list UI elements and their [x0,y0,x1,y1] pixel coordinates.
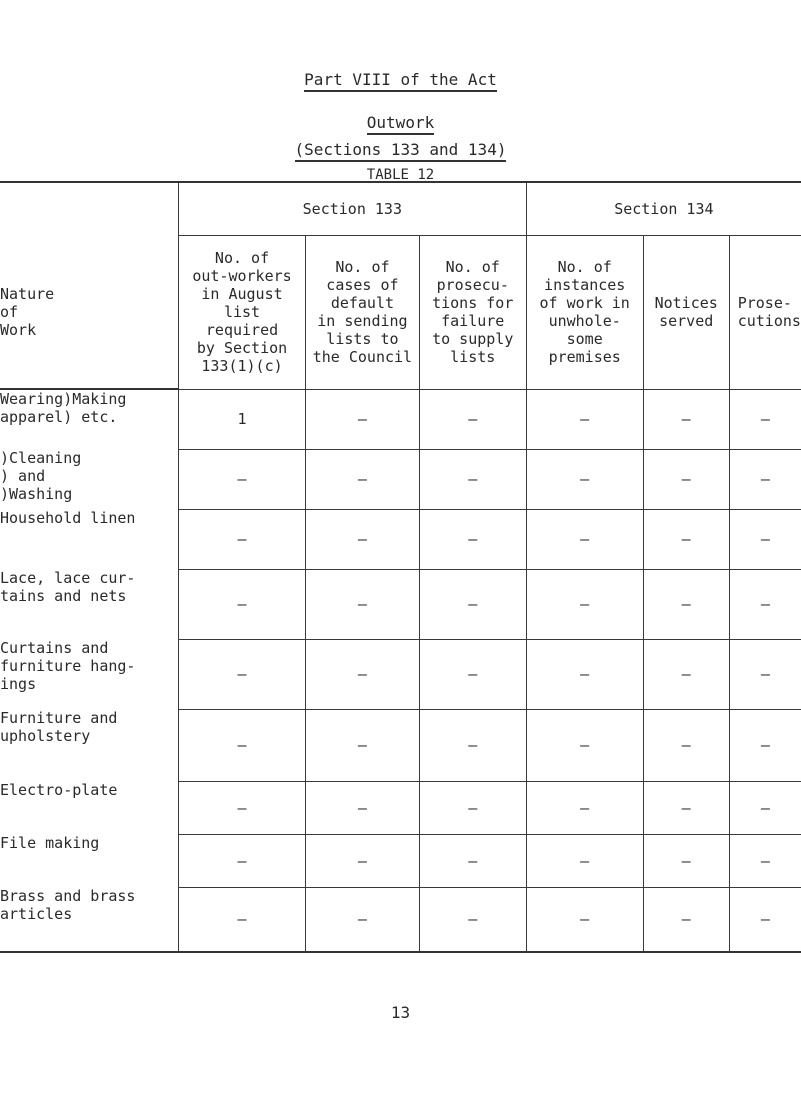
value-cell: – [178,639,305,709]
nature-of-work-label: Nature of Work [0,284,55,339]
section-133-header [178,182,526,235]
table-row [0,709,801,781]
prosecutions-failure-label: No. of prosecu- tions for failure to supply lists [432,258,514,366]
value-cell: – [306,389,420,449]
cases-of-default-label: No. of cases of default in sending lists to the Council [312,258,413,366]
value-cell: – [178,709,305,781]
value-cell: – [306,887,420,952]
value-cell: – [419,781,526,834]
value-cell: – [178,834,305,887]
value-cell: – [526,834,643,887]
nature-of-work-cell: Curtains and furniture hang- ings [0,639,178,709]
column-header-cases-of-default [306,235,420,389]
value-cell: – [729,639,801,709]
value-cell: – [306,569,420,639]
value-cell: – [643,569,729,639]
value-cell: – [729,781,801,834]
value-cell: – [178,449,305,509]
nature-header-spacer [0,182,178,235]
column-header-notices-served [643,235,729,389]
table-row [0,887,801,952]
column-header-nature [0,235,178,389]
nature-of-work-cell: Lace, lace cur- tains and nets [0,569,178,639]
section-133-label: Section 133 [302,199,402,218]
value-cell: – [526,509,643,569]
value-cell: – [178,509,305,569]
nature-of-work-cell: Brass and brass articles [0,887,178,952]
value-cell: – [178,781,305,834]
nature-of-work-cell: File making [0,834,178,887]
table-row [0,781,801,834]
sections-heading: (Sections 133 and 134) [0,140,801,162]
unwholesome-premises-label: No. of instances of work in unwhole- some premises [539,258,630,366]
outwork-heading: Outwork [0,113,801,135]
prosecutions-label: Prose- cutions [737,294,801,330]
value-cell: – [419,509,526,569]
value-cell: – [729,509,801,569]
value-cell: – [526,449,643,509]
page-number: 13 [390,1003,411,1022]
value-cell: – [526,709,643,781]
value-cell: – [643,781,729,834]
value-cell: – [419,449,526,509]
table-number: TABLE 12 [366,167,435,183]
section-134-header [526,182,801,235]
value-cell: – [306,781,420,834]
value-cell: – [643,887,729,952]
value-cell: – [729,389,801,449]
value-cell: – [178,887,305,952]
table-body [0,389,801,952]
value-cell: – [419,639,526,709]
value-cell: – [419,834,526,887]
table-row [0,569,801,639]
value-cell: – [729,709,801,781]
section-134-label: Section 134 [614,199,714,218]
column-header-out-workers [178,235,305,389]
nature-of-work-cell: Household linen [0,509,178,569]
value-cell: – [729,834,801,887]
value-cell: – [643,639,729,709]
table-row [0,639,801,709]
value-cell: – [526,639,643,709]
value-cell: – [526,389,643,449]
value-cell: – [729,887,801,952]
value-cell: – [643,509,729,569]
value-cell: – [306,834,420,887]
out-workers-label: No. of out-workers in August list required by Section 133(1)(c) [192,249,292,375]
value-cell: – [419,887,526,952]
column-header-prosecutions-failure [419,235,526,389]
value-cell: – [306,639,420,709]
value-cell: – [419,709,526,781]
part-heading: Part VIII of the Act [0,70,801,92]
value-cell: – [306,449,420,509]
nature-of-work-cell: Wearing)Making apparel) etc. [0,389,178,449]
value-cell: – [526,781,643,834]
column-header-unwholesome-premises [526,235,643,389]
value-cell: – [729,449,801,509]
value-cell: – [729,569,801,639]
value-cell: – [643,834,729,887]
value-cell: – [178,569,305,639]
value-cell: – [643,389,729,449]
value-cell: – [643,449,729,509]
value-cell: – [419,569,526,639]
table-row [0,509,801,569]
column-header-prosecutions [729,235,801,389]
table-row [0,389,801,449]
nature-of-work-cell: )Cleaning ) and )Washing [0,449,178,509]
value-cell: – [526,887,643,952]
value-cell: – [306,709,420,781]
value-cell: 1 [178,389,305,449]
nature-of-work-cell: Furniture and upholstery [0,709,178,781]
table-row [0,449,801,509]
notices-served-label: Notices served [654,294,718,330]
value-cell: – [643,709,729,781]
value-cell: – [526,569,643,639]
value-cell: – [306,509,420,569]
table-row [0,834,801,887]
value-cell: – [419,389,526,449]
nature-of-work-cell: Electro-plate [0,781,178,834]
